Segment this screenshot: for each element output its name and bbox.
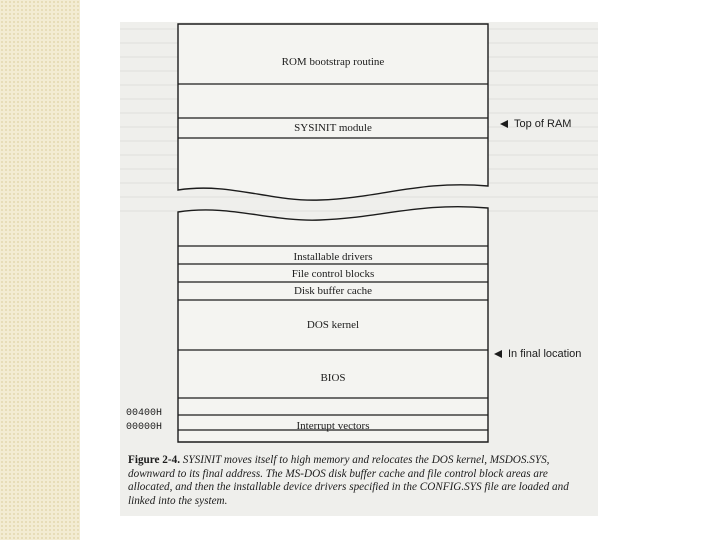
top-of-ram-arrow [500,120,508,128]
scanned-page [120,22,598,516]
final-location-arrow [494,350,502,358]
block-file-control-blocks: File control blocks [291,268,375,280]
marker-top-of-ram: Top of RAM [514,118,572,130]
block-dos-kernel: DOS kernel [306,319,360,331]
figure-label: Figure 2-4. [128,454,180,466]
address-00400h: 00400H [126,408,163,419]
decorative-left-band [0,0,80,540]
block-rom-bootstrap: ROM bootstrap routine [281,56,385,68]
block-bios: BIOS [320,372,346,384]
block-disk-buffer-cache: Disk buffer cache [294,285,372,297]
figure-caption-text: SYSINIT moves itself to high memory and relocates the DOS kernel, MSDOS.SYS, downward to its final address. The MS-DOS disk buffer cache and file control block areas are allocated, and then the installable device drivers specified in the CONFIG.SYS file are loaded and linked into the system. [128,454,569,507]
figure-caption [128,454,590,508]
block-interrupt-vectors: Interrupt vectors [296,420,370,432]
block-installable-drivers: Installable drivers [293,251,373,263]
block-sysinit-module: SYSINIT module [294,122,372,134]
marker-in-final-location: In final location [508,348,582,360]
address-00000h: 00000H [126,422,163,433]
